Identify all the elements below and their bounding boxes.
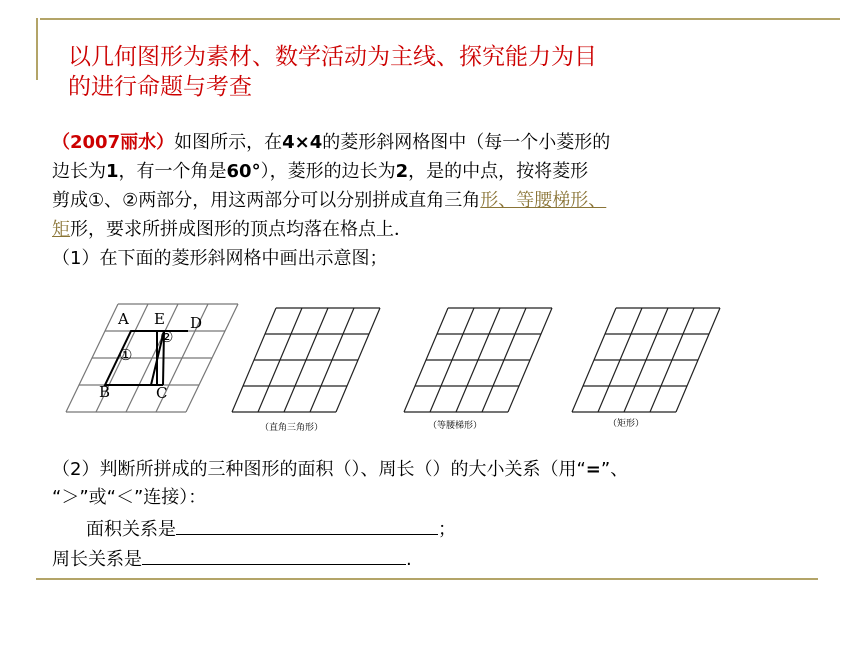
problem-text: [52, 128, 812, 273]
problem-text-d: ，有一个角是: [118, 161, 227, 182]
area-answer-line: [86, 514, 456, 544]
left-rule: [36, 18, 38, 80]
question-2-text-c: “＞”或“＜”连接）：: [52, 487, 207, 508]
title-line-1: 以几何图形为素材、数学活动为主线、探究能力为目: [68, 44, 597, 70]
label-E: E: [154, 310, 165, 328]
label-A: A: [118, 310, 129, 328]
problem-text-e: ），菱形的边长为: [260, 161, 396, 182]
perimeter-end-punct: .: [406, 549, 412, 570]
equals-sign: =: [585, 459, 601, 480]
question-2: [52, 456, 842, 512]
grid-size: 4×4: [282, 132, 323, 153]
title-line-2: 的进行命题与考查: [68, 74, 252, 100]
hyperlink-2[interactable]: 矩: [52, 219, 70, 240]
area-blank[interactable]: [176, 514, 438, 535]
blank-grid-rectangle: [572, 308, 720, 412]
perimeter-answer-line: [52, 544, 412, 574]
question-2-number: （2）: [52, 459, 100, 480]
caption-isosceles-trapezoid: （等腰梯形）: [428, 421, 483, 431]
caption-right-triangle: （直角三角形）: [260, 423, 324, 433]
problem-text-g: 剪成①、②两部分，用这两部分可以分别拼成直角三角: [52, 190, 481, 211]
question-2-text-a: 判断所拼成的三种图形的面积（）、周长（）的大小关系（用“: [99, 459, 586, 480]
top-rule: [40, 18, 840, 20]
question-1: （1）在下面的菱形斜网格中画出示意图；: [52, 248, 388, 269]
perimeter-label: 周长关系是: [52, 549, 142, 570]
hyperlink-1[interactable]: 形、等腰梯形、: [480, 190, 607, 211]
area-end-punct: ；: [438, 519, 456, 540]
blank-grid-isosceles-trapezoid: [404, 308, 552, 412]
label-D: D: [190, 314, 203, 332]
part-1-label: ①: [119, 346, 133, 364]
angle-value: 60°: [226, 161, 261, 182]
problem-text-a: 如图所示，在: [174, 132, 283, 153]
perimeter-blank[interactable]: [142, 544, 406, 565]
problem-source: （2007丽水）: [52, 132, 175, 153]
problem-text-f: ，是的中点，按将菱形: [408, 161, 589, 182]
blank-grid-right-triangle: [232, 308, 380, 412]
area-label: 面积关系是: [86, 519, 176, 540]
part-2-label: ②: [160, 328, 174, 346]
problem-text-h: 形，要求所拼成图形的顶点均落在格点上．: [70, 219, 412, 240]
slide-title: [68, 42, 597, 102]
side-length-1: 1: [106, 161, 119, 182]
problem-text-b: 的菱形斜网格图中（每一个小菱形的: [322, 132, 611, 153]
side-length-2: 2: [395, 161, 409, 182]
bottom-rule: [36, 578, 818, 580]
labeled-grid: [66, 304, 238, 412]
problem-text-c: 边长为: [52, 161, 106, 182]
label-B: B: [99, 383, 111, 401]
caption-rectangle: （矩形）: [608, 419, 645, 429]
label-C: C: [156, 384, 168, 402]
rhombus-grid-figures: [60, 286, 780, 436]
question-2-text-b: ”、: [600, 459, 629, 480]
